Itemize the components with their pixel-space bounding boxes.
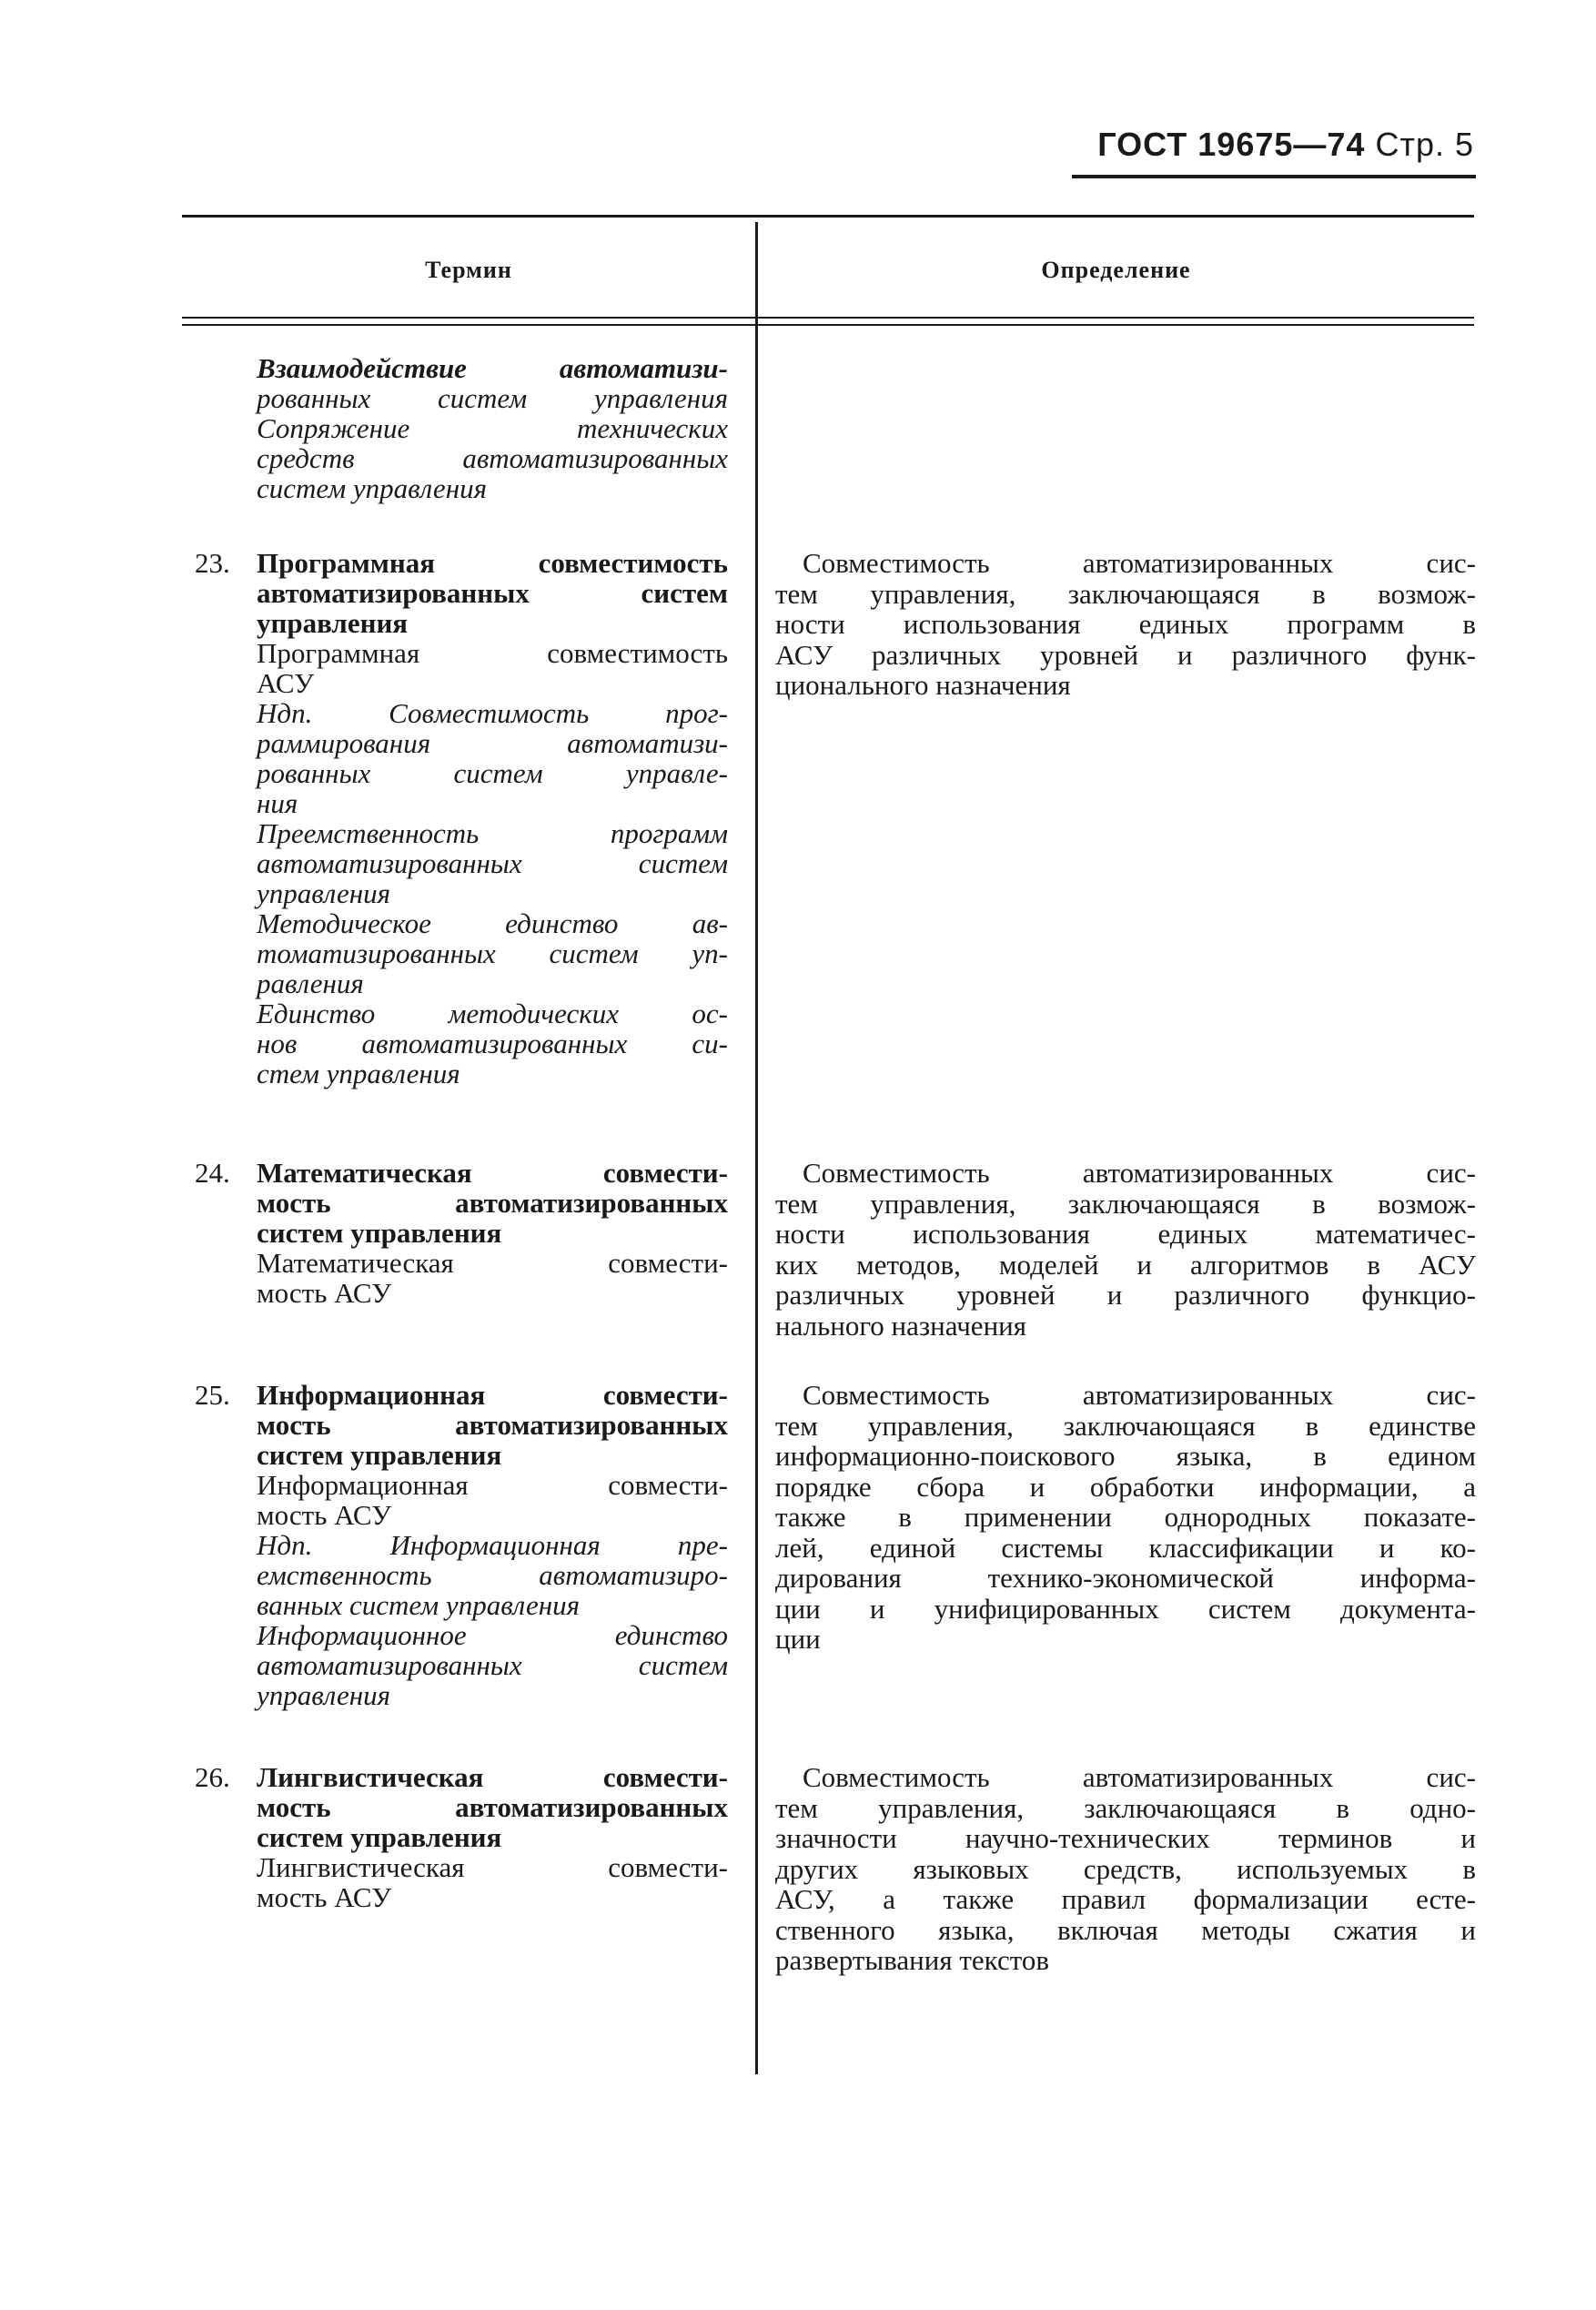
term-line: Программная совместимость xyxy=(257,547,728,579)
term-line: АСУ xyxy=(257,667,315,699)
definition-line: порядке сбора и обработки информации, а xyxy=(775,1470,1476,1503)
definition-line: Совместимость автоматизированных сис- xyxy=(803,1761,1476,1793)
column-header-term: Термин xyxy=(425,257,512,283)
term-line: мость автоматизированных xyxy=(257,1187,728,1219)
definition-line: тем управления, заключающаяся в возмож- xyxy=(775,1187,1476,1220)
term-line: ванных систем управления xyxy=(257,1589,580,1621)
definition-line: АСУ, а также правил формализации есте- xyxy=(775,1883,1476,1915)
term-line: мость АСУ xyxy=(257,1277,392,1309)
definition-line: ции xyxy=(775,1623,821,1655)
term-line: Взаимодействие автоматизи- xyxy=(257,352,728,384)
term-line: Лингвистическая совмести- xyxy=(257,1851,728,1883)
definition-line: ственного языка, включая методы сжатия и xyxy=(775,1913,1476,1946)
term-line: систем управления xyxy=(257,1821,502,1853)
term-line: систем управления xyxy=(257,472,487,504)
term-line: рованных систем управления xyxy=(257,382,728,414)
term-line: ния xyxy=(257,787,298,819)
term-line: мость АСУ xyxy=(257,1881,392,1913)
term-line: мость автоматизированных xyxy=(257,1409,728,1441)
entry-24-definition xyxy=(775,1158,1476,1341)
definition-line: развертывания текстов xyxy=(775,1944,1049,1976)
entry-25-terms xyxy=(257,1380,728,1710)
term-line: стем управления xyxy=(257,1058,460,1089)
column-divider xyxy=(755,222,758,2074)
definition-line: информационно-поискового языка, в едином xyxy=(775,1440,1476,1472)
term-line: Лингвистическая совмести- xyxy=(257,1761,728,1793)
definition-line: значности научно-технических терминов и xyxy=(775,1822,1476,1854)
definition-line: АСУ различных уровней и различного функ- xyxy=(775,638,1476,671)
term-line: емственность автоматизиро- xyxy=(257,1559,728,1591)
entry-23-terms xyxy=(257,548,728,1089)
term-line: автоматизированных систем xyxy=(257,847,728,879)
term-line: Информационная совмести- xyxy=(257,1379,728,1411)
page-number: Стр. 5 xyxy=(1375,126,1474,163)
definition-line: тем управления, заключающаяся в единстве xyxy=(775,1409,1476,1442)
definition-line: ции и унифицированных систем документа- xyxy=(775,1592,1476,1625)
term-line: автоматизированных систем xyxy=(257,577,728,609)
definition-line: различных уровней и различного функцио- xyxy=(775,1279,1476,1311)
term-line: равления xyxy=(257,968,364,999)
definition-line: тем управления, заключающаяся в возмож- xyxy=(775,577,1476,610)
definition-line: других языковых средств, используемых в xyxy=(775,1852,1476,1885)
entry-number: 26. xyxy=(195,1761,230,1793)
entry-26-definition xyxy=(775,1762,1476,1976)
header-double-rule-bottom xyxy=(182,324,1474,326)
entry-number: 23. xyxy=(195,547,230,579)
definition-line: Совместимость автоматизированных сис- xyxy=(803,1157,1476,1189)
term-line: Информационная совмести- xyxy=(257,1469,728,1501)
definition-line: тем управления, заключающаяся в одно- xyxy=(775,1791,1476,1824)
term-line: рованных систем управле- xyxy=(257,757,728,789)
header-double-rule-top xyxy=(182,317,1474,319)
entry-24-terms xyxy=(257,1158,728,1308)
term-line: управления xyxy=(257,607,409,639)
term-line: Преемственность программ xyxy=(257,817,728,849)
term-line: Информационное единство xyxy=(257,1619,728,1651)
term-line: Единство методических ос- xyxy=(257,998,728,1029)
term-line: Сопряжение технических xyxy=(257,412,728,444)
term-line: томатизированных систем уп- xyxy=(257,937,728,969)
term-line: управления xyxy=(257,1679,391,1711)
entry-23-definition xyxy=(775,548,1476,701)
definition-line: ности использования единых программ в xyxy=(775,608,1476,640)
term-line: Математическая совмести- xyxy=(257,1247,728,1279)
definition-line: лей, единой системы классификации и ко- xyxy=(775,1531,1476,1564)
table-top-rule xyxy=(182,215,1474,218)
term-line: Методическое единство ав- xyxy=(257,907,728,939)
definition-line: Совместимость автоматизированных сис- xyxy=(803,1379,1476,1411)
column-header-definition: Определение xyxy=(1041,257,1191,283)
definition-line: нального назначения xyxy=(775,1309,1027,1342)
term-line: управления xyxy=(257,877,391,909)
term-line: раммирования автоматизи- xyxy=(257,727,728,759)
page-header xyxy=(1074,126,1474,164)
term-line: Программная совместимость xyxy=(257,637,728,669)
term-line: мость АСУ xyxy=(257,1499,392,1531)
term-line: Ндп. Совместимость прог- xyxy=(257,697,728,729)
definition-line: дирования технико-экономической информа- xyxy=(775,1562,1476,1594)
entry-number: 24. xyxy=(195,1157,230,1189)
term-line: Ндп. Информационная пре- xyxy=(257,1529,728,1561)
term-line: систем управления xyxy=(257,1439,502,1471)
definition-line: ких методов, моделей и алгоритмов в АСУ xyxy=(775,1248,1476,1281)
continuation-terms xyxy=(257,353,728,503)
entry-number: 25. xyxy=(195,1379,230,1411)
definition-line: Совместимость автоматизированных сис- xyxy=(803,547,1476,579)
entry-25-definition xyxy=(775,1380,1476,1655)
entry-26-terms xyxy=(257,1762,728,1912)
definition-line: также в применении однородных показате- xyxy=(775,1501,1476,1533)
header-underline xyxy=(1072,175,1476,178)
definition-line: ционального назначения xyxy=(775,669,1071,701)
term-line: автоматизированных систем xyxy=(257,1649,728,1681)
definition-line: ности использования единых математичес- xyxy=(775,1218,1476,1250)
term-line: систем управления xyxy=(257,1217,502,1249)
term-line: Математическая совмести- xyxy=(257,1157,728,1189)
term-line: мость автоматизированных xyxy=(257,1791,728,1823)
standard-number: ГОСТ 19675—74 xyxy=(1097,126,1366,163)
term-line: нов автоматизированных си- xyxy=(257,1028,728,1059)
term-line: средств автоматизированных xyxy=(257,442,728,474)
